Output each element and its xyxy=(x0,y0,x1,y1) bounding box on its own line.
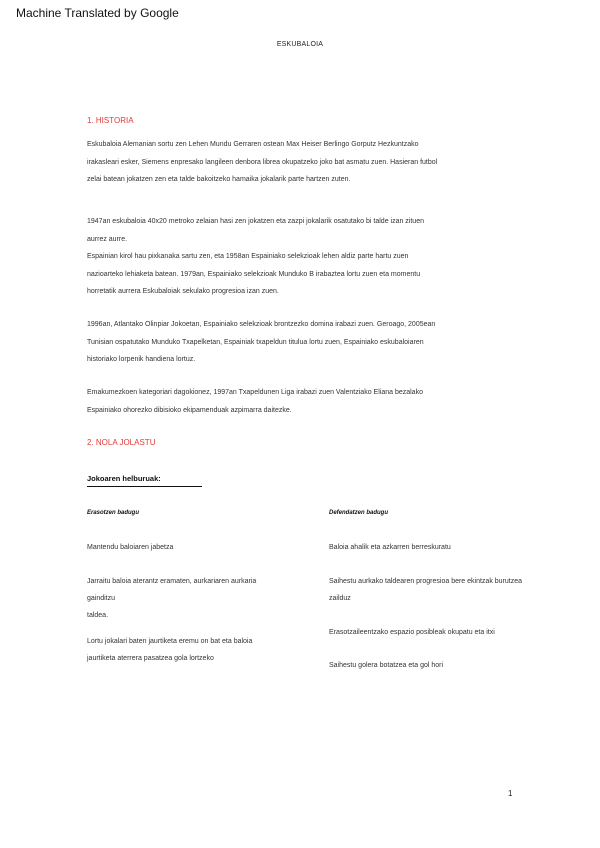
text-line: Lortu jokalari baten jaurtiketa eremu on bat eta baloia xyxy=(87,638,253,645)
attack-column-heading: Erasotzen badugu xyxy=(87,510,140,516)
defense-item-2 xyxy=(329,573,569,607)
text-line: Jarraitu baloia aterantz eramaten, aurkariaren aurkaria xyxy=(87,578,257,585)
text-line: Emakumezkoen kategoriari dagokionez, 1997an Txapeldunen Liga irabazi zuen Valentziako Eliana bezalako xyxy=(87,389,423,396)
text-line: irakasleari esker, Siemens enpresako langileen denbora librea okupatzeko joko bat asmatu zuen. Hasieran futbol xyxy=(87,158,438,166)
defense-item-3 xyxy=(329,624,569,641)
text-line: Saihestu golera botatzea eta gol hori xyxy=(329,662,444,669)
text-line: gainditzu xyxy=(87,595,116,602)
section-heading-history: 1. HISTORIA xyxy=(87,116,134,125)
text-line: 1996an, Atlantako Olinpiar Jokoetan, Espainiako selekzioak brontzezko domina irabazi zuen. Geroago, 2005ean xyxy=(87,321,436,328)
text-line: historiako lorpenik handiena lortuz. xyxy=(87,356,196,363)
text-line: Baloia ahalik eta azkarren berreskuratu xyxy=(329,544,451,551)
text-line: Espainian kirol hau pixkanaka sartu zen, eta 1958an Espainiako selekzioak lehen aldiz parte hartu zuen xyxy=(87,253,409,260)
text-line: jaurtiketa aterrera pasatzea gola lortzeko xyxy=(87,655,214,662)
goals-heading: Jokoaren helburuak: xyxy=(87,474,202,487)
text-line: horretatik aurrera Eskubaloiak sekulako progresioa izan zuen. xyxy=(87,288,279,295)
text-line: Saihestu aurkako taldearen progresioa bere ekintzak burutzea xyxy=(329,578,523,585)
page-number: 1 xyxy=(508,789,513,798)
attack-item-3 xyxy=(87,633,317,667)
text-line: Espainiako ohorezko dibisioko ekipamenduak azpimarra daitezke. xyxy=(87,406,292,414)
text-line: taldea. xyxy=(87,612,109,619)
text-line: aurrez aurre. xyxy=(87,235,128,243)
history-paragraph-1 xyxy=(87,136,527,189)
defense-column-heading: Defendatzen badugu xyxy=(329,510,389,516)
attack-item-2 xyxy=(87,573,317,624)
document-title: ESKUBALOIA xyxy=(276,41,324,48)
text-line: 1947an eskubaloia 40x20 metroko zelaian hasi zen jokatzen eta zazpi jokalarik osatutako bi talde izan zituen xyxy=(87,218,424,225)
text-line: Mantendu baloiaren jabetza xyxy=(87,544,174,551)
section-heading-how-to-play: 2. NOLA JOLASTU xyxy=(87,438,156,447)
machine-translated-banner: Machine Translated by Google xyxy=(16,6,179,20)
text-line: Eskubaloia Alemanian sortu zen Lehen Mundu Gerraren ostean Max Heiser Berlingo Gorputz Hezkuntzako xyxy=(87,141,419,148)
defense-item-1 xyxy=(329,539,569,556)
history-paragraph-4 xyxy=(87,384,527,419)
text-line: zelai batean jokatzen zen eta talde bakoitzeko hamaika jokalarik parte hartzen zuten. xyxy=(87,176,351,183)
text-line: nazioarteko lehiaketa batean. 1979an, Espainiako selekzioak Munduko B irabaztea lortu zuen eta momentu xyxy=(87,270,421,278)
text-line: Tunisian ospatutako Munduko Txapelketan, Espainiak txapeldun titulua lortu zuen, Espainiako eskubaloiaren xyxy=(87,338,424,346)
attack-item-1 xyxy=(87,539,317,556)
history-paragraph-2 xyxy=(87,213,527,301)
history-paragraph-3 xyxy=(87,316,527,369)
defense-item-4 xyxy=(329,657,569,674)
text-line: Erasotzaileentzako espazio posibleak okupatu eta itxi xyxy=(329,629,495,636)
text-line: zailduz xyxy=(329,595,351,602)
